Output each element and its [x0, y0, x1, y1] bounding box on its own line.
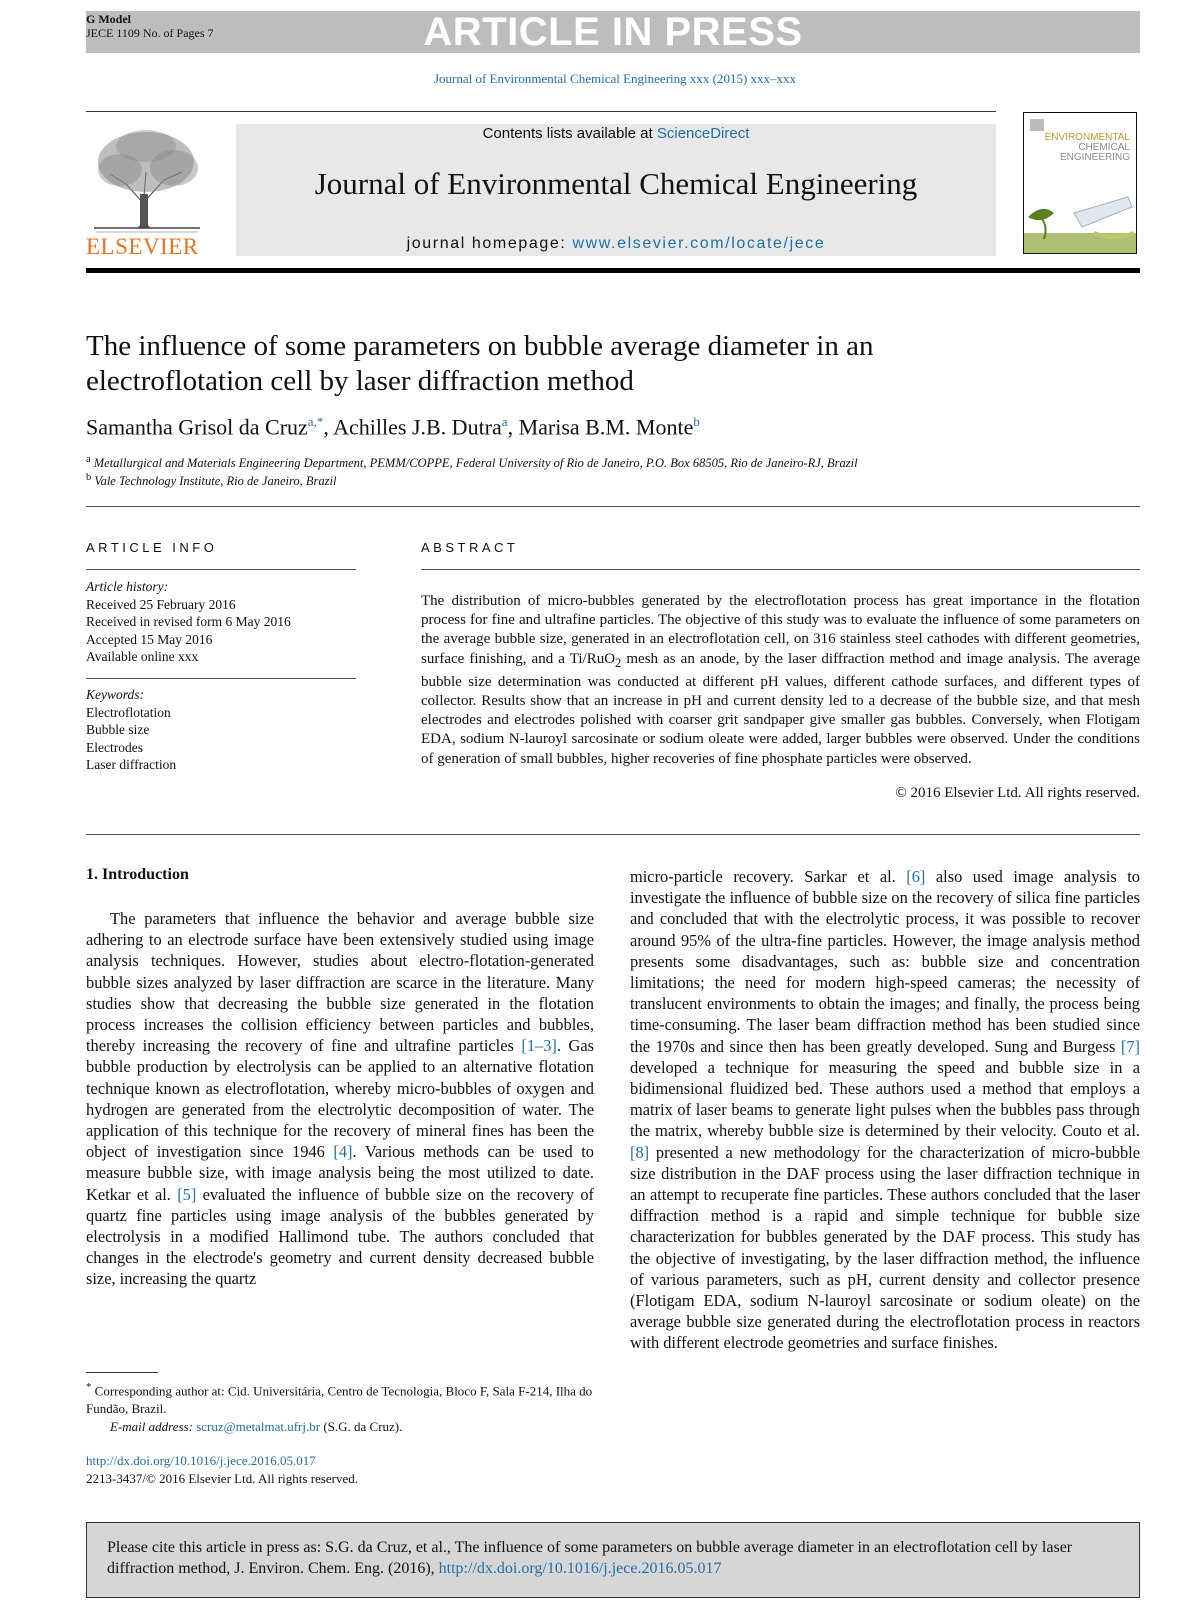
cover-elsevier-mark-icon: [1030, 119, 1044, 131]
author-affiliation-marker[interactable]: b: [693, 414, 700, 429]
header-divider: [86, 506, 1140, 507]
citation-link[interactable]: [6]: [906, 867, 926, 886]
cover-leaf-bottle-icon: [1024, 183, 1136, 253]
body-text: . Gas bubble production by electrolysis can be applied to an alternative flotation technique known as electroflotation, whereby micro-bubbles of oxygen and hydrogen are generated from the electrolytic decomposition of water. The application of this technique for the recovery of mineral fines has been the object of investigation since 1946: [86, 1036, 594, 1162]
citation-doi-link[interactable]: http://dx.doi.org/10.1016/j.jece.2016.05.017: [438, 1560, 722, 1577]
homepage-link[interactable]: www.elsevier.com/locate/jece: [572, 235, 826, 252]
masthead-box: [236, 124, 996, 256]
keywords-rule: [86, 678, 356, 679]
email-suffix: (S.G. da Cruz).: [320, 1419, 403, 1435]
section-heading-introduction: 1. Introduction: [86, 866, 189, 883]
affiliation-b: [86, 472, 336, 489]
abstract-divider: [86, 834, 1140, 835]
footnote-text: Corresponding author at: Cid. Universitária, Centro de Tecnologia, Bloco F, Sala F-214, Ilha do Fundão, Brazil.: [86, 1383, 593, 1417]
homepage-prefix: journal homepage:: [406, 235, 573, 252]
affiliation-mark: a: [86, 454, 91, 465]
footnote-rule: [86, 1372, 158, 1373]
contents-line: [236, 125, 996, 143]
body-text: The parameters that influence the behavior and average bubble size adhering to an electrode surface have been extensively studied using image analysis techniques. However, studies about electro-flotation-generated bubble sizes analyzed by laser diffraction are scarce in the literature. Many studies show that decreasing the bubble size generated in the flotation process increases the collision efficiency between particles and bubbles, thereby increasing the recovery of fine and ultrafine particles: [86, 909, 594, 1056]
author-list: Samantha Grisol da Cruz$^{a,*}$, Achilles J.B. Dutra$^a$, Marisa B.M. Monte$^b$: [86, 414, 700, 440]
elsevier-wordmark: ELSEVIER: [86, 234, 199, 259]
author-name: Achilles J.B. Dutra: [333, 414, 502, 440]
history-item: Received in revised form 6 May 2016: [86, 614, 291, 629]
body-column-left: [86, 908, 594, 1290]
abstract-subscript: 2: [615, 655, 622, 670]
body-text: presented a new methodology for the characterization of micro-bubble size distribution in the DAF process using the laser diffraction technique in an attempt to recuperate fine particles. These authors concluded that the laser diffraction method is a rapid and simple technique for bubble size characterization for bubbles generated by the DAF process. This study has the objective of investigating, by the laser diffraction method, the influence of various parameters, such as pH, current density and collector presence (Flotigam EDA, sodium N-lauroyl sarcosinate or sodium oleate) on the average bubble size generated during the electroflotation process in reactors with different electrode geometries and surface finishes.: [630, 1142, 1140, 1353]
affiliation-text: Vale Technology Institute, Rio de Janeiro, Brazil: [94, 474, 337, 489]
author-name: Samantha Grisol da Cruz: [86, 414, 308, 440]
article-in-press-text: ARTICLE IN PRESS: [423, 10, 803, 54]
manuscript-info: [86, 12, 214, 40]
keyword-item: Electroflotation: [86, 704, 171, 720]
keyword-item: Laser diffraction: [86, 757, 177, 772]
history-item: Accepted 15 May 2016: [86, 631, 213, 647]
body-text: also used image analysis to investigate the influence of bubble size on the recovery of silica fine particles and concluded that with the electrolytic process, it was possible to recover around 95% of the ultra-fine particles. However, the image analysis method presents some disadvantages, such as: bubble size and concentration limitations; the need for modern high-speed cameras; the necessity of translucent environments to obtain the images; and finally, the process being time-consuming. The laser beam diffraction method has been studied since the 1970s and since then has been greatly developed. Sung and Burgess: [630, 867, 1140, 1056]
history-item: Available online xxx: [86, 649, 199, 664]
cover-title-line2: CHEMICAL: [1078, 142, 1130, 153]
abstract-part: The distribution of micro-bubbles generated by the electroflotation process has great importance in the flotation process for fine and ultrafine particles. The objective of this study was to evaluate the influence of some parameters on the average bubble size, generated in an electroflotation cell, on 316 stainless steel cathodes with different geometries, surface finishing, and a Ti/RuO: [421, 593, 1140, 667]
issn-line: 2213-3437/© 2016 Elsevier Ltd. All rights reserved.: [86, 1471, 358, 1486]
cover-title-line1: ENVIRONMENTAL: [1044, 132, 1130, 143]
contents-prefix: Contents lists available at: [482, 125, 657, 142]
keywords: [86, 686, 176, 774]
doi-link[interactable]: http://dx.doi.org/10.1016/j.jece.2016.05.017: [86, 1453, 316, 1468]
history-item: Received 25 February 2016: [86, 596, 236, 612]
cover-title: [1045, 133, 1130, 163]
article-title-line1: The influence of some parameters on bubble average diameter in an: [86, 330, 874, 362]
article-history-label: Article history:: [86, 579, 169, 594]
article-in-press-banner: [86, 11, 1140, 53]
corresponding-author-footnote: [86, 1378, 594, 1436]
manuscript-line: JECE 1109 No. of Pages 7: [86, 26, 214, 40]
journal-title: Journal of Environmental Chemical Engineering: [314, 166, 918, 201]
article-info-heading: ARTICLE INFO: [86, 540, 218, 555]
citation-link[interactable]: [5]: [177, 1184, 197, 1204]
footnote-mark: *: [86, 1381, 92, 1393]
body-column-right: [630, 866, 1140, 1354]
email-link[interactable]: scruz@metalmat.ufrj.br: [196, 1419, 321, 1435]
masthead-bottom-rule: [86, 268, 1140, 273]
body-text: developed a technique for measuring the speed and bubble size in a bidimensional fluidized bed. These authors used a method that employs a matrix of laser beams to generate light pulses when the bubbles pass through the matrix, whereby bubble size is determined by their velocity. Couto et al.: [630, 1057, 1140, 1141]
footnote-email-line: [86, 1418, 594, 1436]
citation-notice-text: [107, 1537, 1117, 1579]
body-text: evaluated the influence of bubble size on the recovery of quartz fine particles using image analysis of the bubbles generated by electrolysis in a modified Hallimond tube. The authors concluded that changes in the electrode's geometry and current density decreased bubble size, increasing the quartz: [86, 1184, 594, 1289]
doi-block: [86, 1452, 358, 1488]
keyword-item: Electrodes: [86, 739, 143, 755]
body-text: micro-particle recovery. Sarkar et al.: [630, 867, 907, 886]
affiliation-mark: b: [86, 472, 92, 483]
affiliation-text: Metallurgical and Materials Engineering Department, PEMM/COPPE, Federal University of Rio de Janeiro, P.O. Box 68505, Rio de Janeiro-RJ, Brazil: [93, 456, 858, 471]
citation-text: Please cite this article in press as: S.G. da Cruz, et al., The influence of some parameters on bubble average diameter in an electroflotation cell by laser diffraction method, J. Environ. Chem. Eng. (2016),: [107, 1539, 1073, 1577]
cover-title-line3: ENGINEERING: [1059, 152, 1130, 163]
citation-link[interactable]: [8]: [630, 1142, 650, 1162]
abstract-heading: ABSTRACT: [421, 540, 519, 555]
abstract-part: mesh as an anode, by the laser diffraction method and image analysis. The average bubble size determination was conducted at different pH values, different cathode surfaces, and different types of collector. Results show that an increase in pH and current density led to a decrease of the bubble size, and that mesh electrodes and electrodes polished with coarser grit sandpaper give smaller gas bubbles. Conversely, when Flotigam EDA, sodium N-lauroyl sarcosinate or sodium oleate were added, larger bubbles were observed. Under the conditions of generation of small bubbles, higher recoveries of fine phosphate particles were observed.: [421, 650, 1140, 767]
author-affiliation-marker[interactable]: a,*: [307, 414, 324, 429]
footnote-line: [86, 1378, 594, 1418]
journal-homepage-line: [236, 235, 996, 253]
article-title-line2: electroflotation cell by laser diffraction method: [86, 365, 634, 397]
author-affiliation-marker[interactable]: a: [501, 414, 508, 429]
article-history: [86, 578, 291, 666]
masthead-top-rule: [86, 111, 996, 112]
citation-link[interactable]: [1–3]: [521, 1036, 557, 1056]
sciencedirect-link[interactable]: ScienceDirect: [656, 125, 750, 142]
abstract-copyright: © 2016 Elsevier Ltd. All rights reserved.: [895, 785, 1140, 801]
author-name: Marisa B.M. Monte: [518, 414, 694, 440]
citation-link[interactable]: [4]: [333, 1142, 353, 1162]
keywords-label: Keywords:: [86, 687, 144, 702]
abstract-text: [421, 592, 1140, 769]
article-info-rule: [86, 569, 356, 570]
citation-notice-box: [86, 1522, 1140, 1598]
email-label: E-mail address:: [110, 1419, 197, 1435]
abstract-rule: [421, 569, 1140, 570]
affiliation-a: [86, 454, 858, 471]
gmodel-label: G Model: [86, 12, 131, 26]
keyword-item: Bubble size: [86, 722, 150, 737]
journal-cover-image: [1023, 112, 1137, 254]
citation-link[interactable]: [7]: [1120, 1036, 1140, 1056]
article-title: [86, 329, 1086, 399]
body-text: . Various methods can be used to measure bubble size, with image analysis being the most utilized to date. Ketkar et al.: [86, 1142, 595, 1204]
journal-reference[interactable]: Journal of Environmental Chemical Engineering xxx (2015) xxx–xxx: [433, 71, 797, 86]
